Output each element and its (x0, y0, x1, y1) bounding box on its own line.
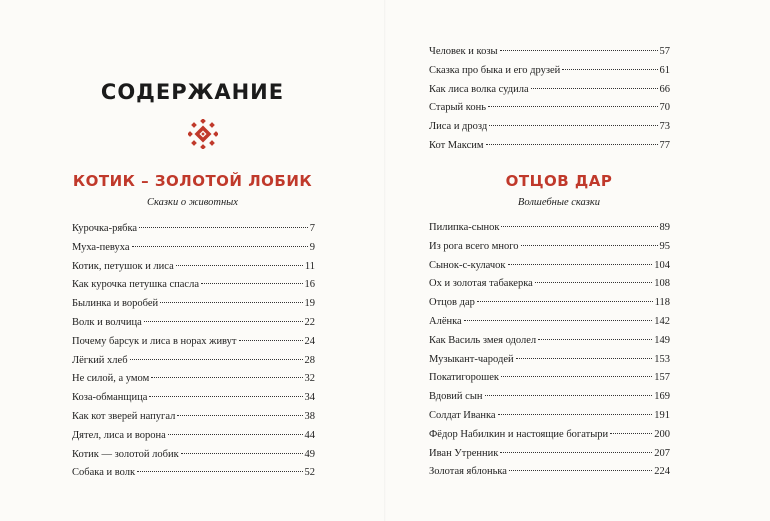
toc-entry (429, 219, 670, 238)
toc-entry (72, 295, 315, 314)
toc-entry (429, 369, 670, 388)
toc-entry-title: Солдат Иванка (429, 409, 496, 421)
toc-entry-title: Котик, петушок и лиса (72, 260, 174, 272)
toc-entry (429, 118, 670, 137)
toc-dot-leader (500, 452, 652, 453)
toc-dot-leader (139, 227, 308, 228)
toc-dot-leader (176, 265, 303, 266)
toc-entry-title: Муха-певуха (72, 241, 130, 253)
toc-dot-leader (509, 470, 652, 471)
toc-entry-page: 70 (659, 102, 670, 114)
toc-entry-title: Иван Утренник (429, 447, 499, 459)
toc-entry-title: Как лиса волка судила (429, 83, 529, 95)
toc-entry-page: 7 (309, 223, 315, 234)
toc-list-animals-continued (429, 43, 670, 156)
toc-dot-leader (151, 377, 302, 378)
toc-entry (429, 388, 670, 407)
toc-entry-title: Как курочка петушка спасла (72, 279, 199, 291)
toc-dot-leader (201, 283, 303, 284)
toc-entry-page: 153 (654, 353, 670, 365)
toc-dot-leader (521, 245, 658, 246)
toc-dot-leader (168, 434, 303, 435)
toc-entry (72, 427, 315, 446)
toc-dot-leader (485, 395, 653, 396)
toc-dot-leader (477, 301, 653, 302)
toc-entry (72, 389, 315, 408)
toc-entry-title: Музыкант-чародей (429, 353, 514, 365)
toc-entry (72, 352, 315, 371)
toc-entry-page: 34 (304, 392, 315, 404)
toc-entry-page: 22 (304, 316, 315, 328)
toc-entry-page: 52 (304, 467, 315, 479)
toc-list-magic (429, 219, 670, 482)
toc-entry (72, 464, 315, 483)
toc-entry-page: 77 (659, 139, 670, 151)
toc-entry-page: 57 (659, 46, 670, 57)
toc-entry-page: 104 (654, 259, 670, 271)
toc-entry-page: 191 (654, 409, 670, 421)
toc-dot-leader (181, 453, 303, 454)
toc-entry-page: 61 (659, 64, 670, 76)
toc-entry-title: Покатигорошек (429, 372, 500, 384)
toc-dot-leader (531, 88, 658, 89)
toc-dot-leader (144, 321, 303, 322)
toc-entry (429, 313, 670, 332)
toc-entry-page: 169 (654, 391, 670, 403)
toc-entry-title: Былинка и воробей (72, 298, 159, 310)
toc-entry (429, 426, 670, 445)
toc-entry-title: Почему барсук и лиса в норах живут (72, 335, 237, 347)
toc-dot-leader (500, 50, 658, 51)
toc-entry (72, 276, 315, 295)
toc-entry (429, 332, 670, 351)
toc-entry (429, 407, 670, 426)
toc-dot-leader (489, 125, 657, 126)
toc-entry-title: Кот Максим (429, 139, 484, 151)
toc-entry (429, 137, 670, 156)
toc-entry-title: Коза-обманщица (72, 392, 148, 404)
toc-entry-page: 66 (659, 83, 670, 95)
toc-entry-title: Алёнка (429, 315, 462, 327)
toc-entry-page: 49 (304, 448, 315, 460)
toc-dot-leader (149, 396, 302, 397)
toc-entry-page: 28 (304, 354, 315, 366)
section-subtitle-magic: Волшебные сказки (517, 197, 601, 208)
toc-entry (72, 408, 315, 427)
toc-dot-leader (516, 358, 653, 359)
section-title-animals: КОТИК – ЗОЛОТОЙ ЛОБИК (72, 172, 313, 190)
toc-entry (429, 463, 670, 482)
toc-entry-title: Пилипка-сынок (429, 222, 500, 233)
toc-entry-page: 73 (659, 121, 670, 133)
section-subtitle-animals: Сказки о животных (147, 197, 238, 208)
toc-dot-leader (535, 282, 652, 283)
toc-dot-leader (501, 226, 657, 227)
toc-entry-page: 11 (304, 260, 315, 272)
toc-entry-title: Собака и волк (72, 467, 136, 479)
toc-entry-title: Дятел, лиса и ворона (72, 429, 166, 441)
toc-entry-page: 207 (654, 447, 670, 459)
toc-entry-page: 9 (309, 241, 315, 253)
toc-entry (429, 43, 670, 62)
toc-entry (72, 370, 315, 389)
toc-entry-title: Сказка про быка и его друзей (429, 64, 561, 76)
toc-entry-page: 108 (654, 278, 670, 290)
toc-entry (429, 99, 670, 118)
toc-entry-title: Вдовий сын (429, 391, 483, 403)
toc-entry-page: 32 (304, 373, 315, 385)
toc-entry-title: Как Василь змея одолел (429, 334, 537, 346)
toc-dot-leader (239, 340, 303, 341)
toc-dot-leader (137, 471, 302, 472)
toc-entry-title: Отцов дар (429, 297, 475, 309)
toc-dot-leader (177, 415, 302, 416)
toc-entry-title: Из рога всего много (429, 240, 519, 252)
toc-dot-leader (508, 264, 653, 265)
toc-entry-title: Курочка-рябка (72, 223, 138, 234)
toc-entry-page: 89 (659, 222, 670, 233)
toc-entry-page: 38 (304, 410, 315, 422)
toc-entry (429, 62, 670, 81)
toc-entry-page: 95 (659, 240, 670, 252)
toc-entry (429, 275, 670, 294)
toc-dot-leader (488, 106, 657, 107)
toc-dot-leader (160, 302, 302, 303)
toc-dot-leader (610, 433, 652, 434)
toc-entry-page: 200 (654, 428, 670, 440)
toc-dot-leader (562, 69, 657, 70)
toc-dot-leader (498, 414, 653, 415)
toc-entry-title: Волк и волчица (72, 316, 142, 328)
toc-entry-page: 118 (654, 297, 670, 309)
toc-entry (72, 258, 315, 277)
toc-entry-page: 16 (304, 279, 315, 291)
toc-entry (72, 239, 315, 258)
toc-dot-leader (130, 359, 303, 360)
toc-entry-title: Лиса и дрозд (429, 121, 488, 133)
toc-entry-title: Ох и золотая табакерка (429, 278, 533, 290)
toc-entry-title: Как кот зверей напугал (72, 410, 176, 422)
toc-entry-title: Золотая яблонька (429, 466, 507, 478)
toc-entry-page: 19 (304, 298, 315, 310)
folk-ornament-icon (188, 119, 218, 149)
toc-dot-leader (486, 144, 658, 145)
right-page (385, 0, 770, 521)
toc-entry (429, 238, 670, 257)
section-title-magic: ОТЦОВ ДАР (505, 172, 613, 190)
toc-dot-leader (464, 320, 653, 321)
toc-entry-page: 44 (304, 429, 315, 441)
toc-entry (429, 294, 670, 313)
toc-entry-page: 157 (654, 372, 670, 384)
toc-entry (429, 445, 670, 464)
toc-entry (72, 446, 315, 465)
toc-dot-leader (501, 376, 652, 377)
toc-entry-title: Не силой, а умом (72, 373, 150, 385)
toc-entry-title: Котик — золотой лобик (72, 448, 179, 460)
toc-entry-title: Старый конь (429, 102, 487, 114)
toc-entry-page: 142 (654, 315, 670, 327)
toc-entry-title: Сынок-с-кулачок (429, 259, 506, 271)
toc-entry-page: 149 (654, 334, 670, 346)
toc-dot-leader (132, 246, 308, 247)
toc-entry (72, 333, 315, 352)
toc-entry-title: Человек и козы (429, 46, 498, 57)
toc-entry (72, 314, 315, 333)
toc-entry-page: 24 (304, 335, 315, 347)
toc-entry (72, 220, 315, 239)
contents-title: СОДЕРЖАНИЕ (100, 80, 285, 104)
toc-list-animals (72, 220, 315, 483)
toc-entry-title: Лёгкий хлеб (72, 354, 128, 366)
toc-entry-page: 224 (654, 466, 670, 478)
toc-dot-leader (538, 339, 652, 340)
toc-entry (429, 81, 670, 100)
toc-entry (429, 351, 670, 370)
toc-entry (429, 257, 670, 276)
toc-entry-title: Фёдор Набилкин и настоящие богатыри (429, 428, 609, 440)
